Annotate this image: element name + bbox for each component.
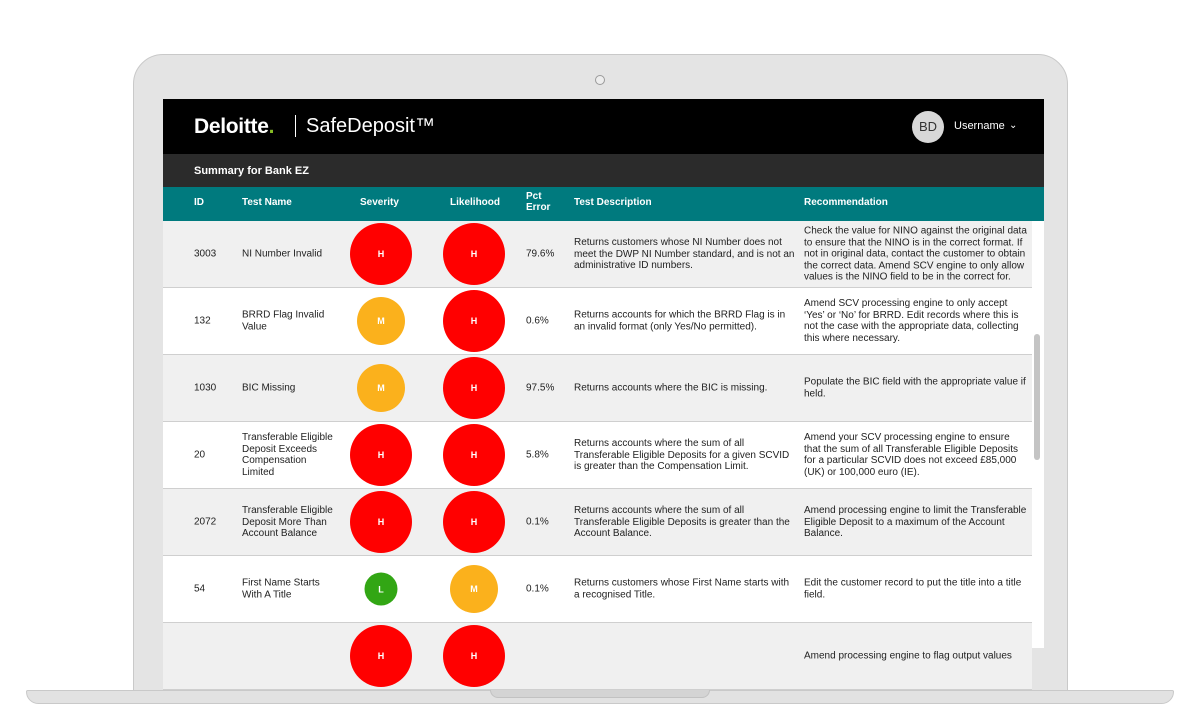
- cell-pct-error: 79.6%: [526, 248, 555, 260]
- cell-test-name: BIC Missing: [242, 382, 296, 394]
- cell-test-name: First Name Starts With A Title: [242, 577, 320, 600]
- pct-label: Pct: [526, 191, 542, 202]
- severity-badge: H: [350, 223, 412, 285]
- likelihood-badge: H: [443, 625, 505, 687]
- cell-description: Returns customers whose NI Number does not meet the DWP NI Number standard, and is not an administrative ID numbers.: [574, 236, 795, 271]
- table-row[interactable]: [163, 556, 1032, 623]
- summary-bar: [163, 154, 1044, 187]
- cell-pct-error: 0.6%: [526, 315, 549, 327]
- results-table: [163, 221, 1032, 662]
- column-header-id[interactable]: ID: [194, 197, 204, 208]
- cell-pct-error: 0.1%: [526, 516, 549, 528]
- logo-separator: [295, 115, 296, 137]
- severity-badge: M: [357, 297, 405, 345]
- top-bar: [163, 99, 1044, 154]
- cell-description: Returns accounts where the sum of all Transferable Eligible Deposits is greater than the Account Balance.: [574, 504, 790, 539]
- cell-description: Returns accounts where the sum of all Transferable Eligible Deposits for a given SCVID is greater than the Compensation Limit.: [574, 437, 790, 472]
- severity-badge: H: [350, 424, 412, 486]
- severity-badge: M: [357, 364, 405, 412]
- chevron-down-icon[interactable]: ⌄: [1009, 120, 1018, 131]
- brand-dot: .: [268, 115, 275, 138]
- cell-id: 1030: [194, 382, 217, 394]
- scrollbar-thumb[interactable]: [1034, 334, 1040, 460]
- camera-icon: [595, 75, 605, 85]
- column-header-recommendation[interactable]: Recommendation: [804, 197, 888, 208]
- cell-id: 20: [194, 449, 206, 461]
- cell-recommendation: Check the value for NINO against the original data to ensure that the NINO is in the correct format. If not in original data, contact the customer to obtain the correct data. Amend SCV engine to only allow values is the NINO field to be in the correct for.: [804, 225, 1027, 283]
- severity-badge: H: [350, 491, 412, 553]
- cell-id: 2072: [194, 516, 217, 528]
- cell-pct-error: 97.5%: [526, 382, 555, 394]
- cell-test-name: BRRD Flag Invalid Value: [242, 309, 325, 332]
- username-label[interactable]: Username: [954, 120, 1005, 132]
- likelihood-badge: H: [443, 491, 505, 553]
- laptop-notch: [490, 690, 710, 698]
- column-header-pct-error[interactable]: [526, 191, 550, 213]
- likelihood-badge: H: [443, 223, 505, 285]
- column-header-severity[interactable]: Severity: [360, 197, 399, 208]
- table-row[interactable]: [163, 288, 1032, 355]
- cell-recommendation: Amend your SCV processing engine to ensure that the sum of all Transferable Eligible Deposits for a particular SCVID does not exceed £85,000 (UK) or 100,000 euro (IE).: [804, 432, 1018, 478]
- cell-description: Returns accounts where the BIC is missing.: [574, 382, 768, 394]
- cell-recommendation: Amend SCV processing engine to only accept ‘Yes’ or ‘No’ for BRRD. Edit records where this is not the case with the appropriate data, collecting this where necessary.: [804, 298, 1019, 344]
- likelihood-badge: H: [443, 424, 505, 486]
- cell-id: 3003: [194, 248, 217, 260]
- severity-badge: L: [365, 573, 398, 606]
- table-row[interactable]: [163, 221, 1032, 288]
- column-header-likelihood[interactable]: Likelihood: [450, 197, 500, 208]
- cell-description: Returns accounts for which the BRRD Flag is in an invalid format (only Yes/No permitted).: [574, 309, 786, 332]
- avatar[interactable]: BD: [912, 111, 944, 143]
- likelihood-badge: H: [443, 290, 505, 352]
- page-title: Summary for Bank EZ: [194, 165, 309, 177]
- cell-description: Returns customers whose First Name starts with a recognised Title.: [574, 577, 790, 600]
- table-row[interactable]: [163, 623, 1032, 690]
- likelihood-badge: H: [443, 357, 505, 419]
- product-name: SafeDeposit™: [306, 115, 435, 137]
- table-row[interactable]: [163, 489, 1032, 556]
- likelihood-badge: M: [450, 565, 498, 613]
- cell-recommendation: Populate the BIC field with the appropriate value if held.: [804, 376, 1026, 399]
- cell-test-name: NI Number Invalid: [242, 248, 323, 260]
- table-row[interactable]: [163, 355, 1032, 422]
- cell-recommendation: Amend processing engine to limit the Transferable Eligible Deposit to a maximum of the Account Balance.: [804, 504, 1027, 539]
- column-header-test-description[interactable]: Test Description: [574, 197, 652, 208]
- column-header-test-name[interactable]: Test Name: [242, 197, 292, 208]
- brand-text: Deloitte: [194, 115, 269, 138]
- severity-badge: H: [350, 625, 412, 687]
- cell-test-name: Transferable Eligible Deposit Exceeds Compensation Limited: [242, 432, 333, 478]
- table-row[interactable]: [163, 422, 1032, 489]
- error-label: Error: [526, 202, 551, 213]
- cell-pct-error: 0.1%: [526, 583, 549, 595]
- deloitte-logo: [194, 115, 274, 139]
- cell-id: 132: [194, 315, 211, 327]
- cell-test-name: Transferable Eligible Deposit More Than Account Balance: [242, 504, 333, 539]
- app-screen: [163, 99, 1044, 662]
- cell-recommendation: Amend processing engine to flag output values: [804, 650, 1012, 662]
- cell-recommendation: Edit the customer record to put the title into a title field.: [804, 577, 1022, 600]
- cell-pct-error: 5.8%: [526, 449, 549, 461]
- table-header: [163, 187, 1044, 221]
- cell-id: 54: [194, 583, 206, 595]
